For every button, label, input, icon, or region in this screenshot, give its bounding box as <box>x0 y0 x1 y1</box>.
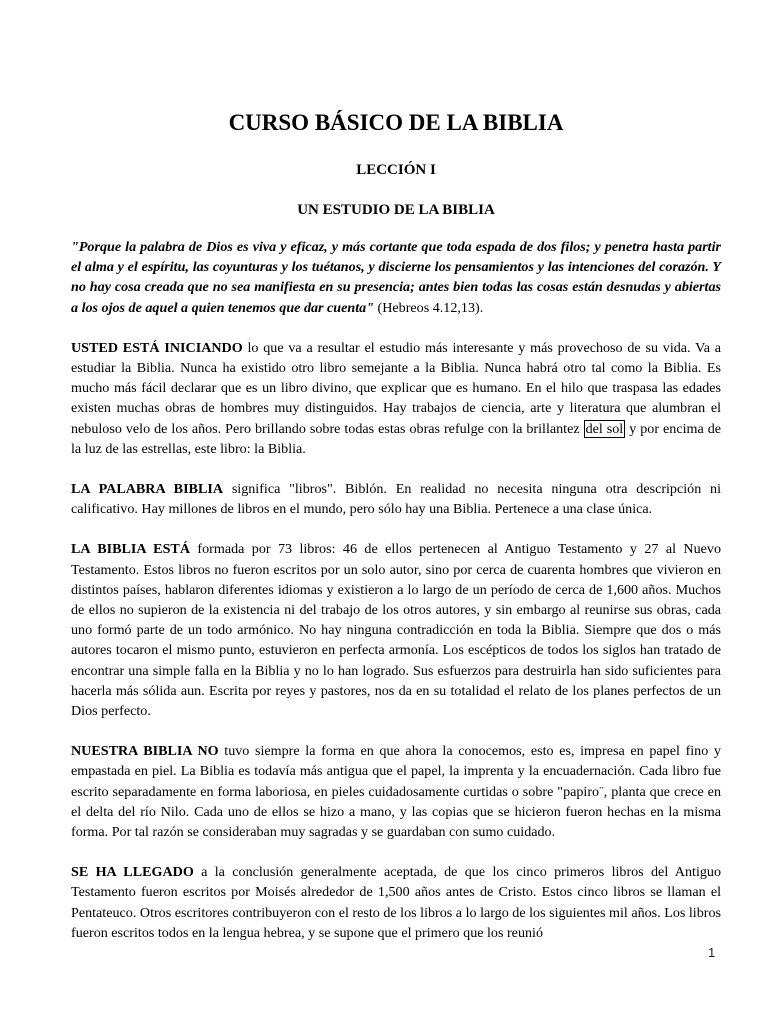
document-title: CURSO BÁSICO DE LA BIBLIA <box>228 110 564 135</box>
paragraph-text: a la conclusión generalmente aceptada, de que los cinco primeros libros del Antiguo Testamento fueron escritos por Moisés alrededor de 1,500 años antes de Cristo. Estos cinco libros se llaman el Pentateuco. Otros escritores contribuyeron con el resto de los libros a lo largo de los siguientes mil años. Los libros fueron escritos todos en la lengua hebrea, y se supone que el primero que los reunió <box>71 864 722 941</box>
paragraph-text: formada por 73 libros: 46 de ellos pertenecen al Antiguo Testamento y 27 al Nuevo Testamento. Estos libros no fueron escritos por un solo autor, sino por cerca de cuarenta hombres que vivieron en distintos países, hablaron diferentes idiomas y existieron a lo largo de un período de cerca de 1,600 años. Muchos de ellos no supieron de la existencia ni del trabajo de los otros autores, y sin embargo al reunirse sus obras, cada uno formó parte de un todo armónico. No hay ninguna contradicción en toda la Biblia. Siempre que dos o más autores tocaron el mismo punto, estuvieron en perfecta armonía. Los escépticos de todos los siglos han tratado de encontrar una simple falla en la Biblia y no lo han logrado. Sus esfuerzos para destruirla han sido suficientes para hacerla más sólida aun. Escrita por reyes y pastores, nos da en su totalidad el relato de los planes perfectos de un Dios perfecto. <box>71 541 721 720</box>
quote-text: "Porque la palabra de Dios es viva y eficaz, y más cortante que toda espada de dos filos; y penetra hasta partir el alma y el espíritu, las coyunturas y los tuétanos, y discierne los pensamientos y las intenciones del corazón. Y no hay cosa creada que no sea manifiesta en su presencia; antes bien todas las cosas están desnudas y abiertas a los ojos de aquel a quien tenemos que dar cuenta" <box>71 239 721 316</box>
paragraph-text: significa "libros". Biblón. En realidad no necesita ninguna otra descripción ni calificativo. Hay millones de libros en el mundo, pero sólo hay una Biblia. Pertenece a una clase única. <box>71 481 721 518</box>
paragraph-text-continued: y por encima de la luz de las estrellas, este libro: la Biblia. <box>71 420 721 457</box>
paragraph-intro <box>71 338 721 459</box>
lesson-heading: LECCIÓN I <box>356 162 436 178</box>
paragraph-text: tuvo siempre la forma en que ahora la conocemos, esto es, impresa en papel fino y empastada en piel. La Biblia es todavía más antigua que el papel, la imprenta y la encuadernación. Cada libro fue escrito separadamente en forma laboriosa, en pieles cuidadosamente curtidas o sobre "papiro¨, planta que crece en el delta del río Nilo. Cada uno de ellos se hizo a mano, y las copias que se hicieron fueron hechas en la misma forma. Por tal razón se consideraban muy sagradas y se guardaban con sumo cuidado. <box>71 743 721 841</box>
lesson-subtitle: UN ESTUDIO DE LA BIBLIA <box>297 202 495 218</box>
highlighted-phrase: del sol <box>585 420 624 437</box>
document-page <box>71 108 721 963</box>
epigraph-quote <box>71 237 721 318</box>
paragraph-lead: LA BIBLIA ESTÁ <box>71 541 191 558</box>
paragraph-lead: USTED ESTÁ INICIANDO <box>71 339 243 356</box>
page-number: 1 <box>708 945 716 960</box>
quote-reference: (Hebreos 4.12,13). <box>374 299 484 316</box>
paragraph-text: lo que va a resultar el estudio más interesante y más provechoso de su vida. Va a estudiar la Biblia. Nunca ha existido otro libro semejante a la Biblia. Nunca habrá otro tal como la Biblia. Es mucho más fácil declarar que es un libro divino, que explicar que es humano. En el hilo que traspasa las edades existen muchas obras de hombres muy distinguidos. Hay trabajos de ciencia, arte y literatura que alumbran el nebuloso velo de los años. Pero brillando sobre todas estas obras refulge con la brillantez <box>71 339 722 437</box>
paragraph-lead: LA PALABRA BIBLIA <box>71 481 224 498</box>
paragraph-bible-composition <box>71 539 721 721</box>
paragraph-lead: NUESTRA BIBLIA NO <box>71 743 219 760</box>
paragraph-authorship <box>71 862 721 943</box>
paragraph-lead: SE HA LLEGADO <box>71 864 194 881</box>
paragraph-word-bible <box>71 479 721 519</box>
paragraph-bible-history <box>71 741 721 842</box>
